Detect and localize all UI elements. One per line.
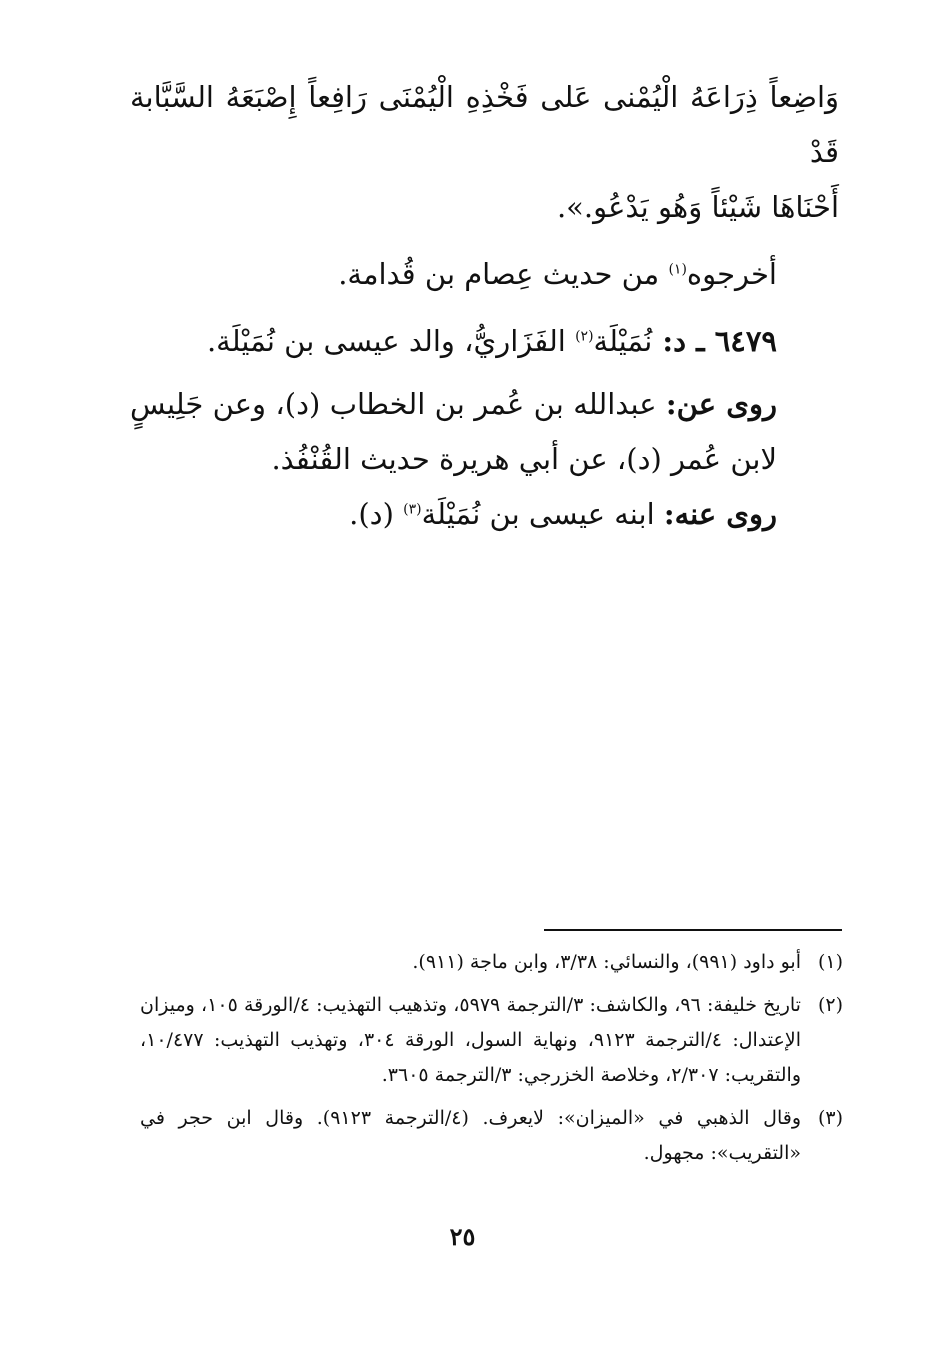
page-number: ٢٥ — [449, 1222, 476, 1251]
footnote-ref-3: (٣) — [403, 501, 422, 518]
footnote-2 — [140, 988, 843, 1093]
rawa-anhu-label: روى عنه: — [663, 497, 777, 531]
rawa-anhu-paragraph — [130, 487, 839, 542]
rawa-an-text: عبدالله بن عُمر بن الخطاب (د)، وعن جَلِيسٍ لابن عُمر (د)، عن أبي هريرة حديث القُنْفُذ. — [130, 387, 777, 476]
rawa-an-paragraph — [130, 377, 839, 487]
footnote-3 — [140, 1101, 843, 1171]
hadith-line-2: أَحْنَاهَا شَيْئاً وَهُو يَدْعُو.». — [556, 190, 839, 224]
takhrij-rest: من حديث عِصام بن قُدامة. — [338, 257, 669, 291]
footnote-number: (٢) — [817, 994, 843, 1016]
footnote-text: أبو داود (٩٩١)، والنسائي: ٣/٣٨، وابن ماجة (٩١١). — [412, 951, 801, 973]
rawa-an-label: روى عن: — [665, 387, 777, 421]
footnotes — [140, 945, 843, 1179]
footnote-ref-2: (٢) — [575, 328, 594, 345]
takhrij-line — [130, 247, 839, 302]
hadith-line-1: وَاضِعاً ذِرَاعَهُ الْيُمْنى عَلى فَخْذِهِ الْيُمْنَى رَافِعاً إِصْبَعَهُ السَّبَّابة قَدْ — [130, 80, 839, 169]
footnote-number: (١) — [817, 951, 843, 973]
footnote-text: وقال الذهبي في «الميزان»: لايعرف. (٤/الترجمة ٩١٢٣). وقال ابن حجر في «التقريب»: مجهول. — [140, 1107, 801, 1164]
footnote-text: تاريخ خليفة: ٩٦، والكاشف: ٣/الترجمة ٥٩٧٩، وتذهيب التهذيب: ٤/الورقة ١٠٥، وميزان الإعتدال: ٤/الترجمة ٩١٢٣، ونهاية السول، الورقة ٣٠٤، وتهذيب التهذيب: ١٠/٤٧٧، والتقريب: ٢/٣٠٧، وخلاصة الخزرجي: ٣/الترجمة ٣٦٠٥. — [140, 994, 801, 1086]
takhrij-text: أخرجوه — [686, 257, 777, 291]
entry-heading — [130, 314, 839, 369]
footnote-1 — [140, 945, 843, 980]
footnote-divider — [544, 929, 842, 931]
entry-rest: الفَزَاريُّ، والد عيسى بن نُمَيْلَة. — [206, 324, 576, 358]
entry-number: ٦٤٧٩ — [714, 324, 777, 358]
footnote-number: (٣) — [817, 1107, 843, 1129]
rawa-anhu-end: (د). — [349, 497, 404, 531]
footnote-ref-1: (١) — [668, 261, 687, 278]
entry-name: نُمَيْلَة — [593, 324, 653, 358]
rawa-anhu-text: ابنه عيسى بن نُمَيْلَة — [421, 497, 664, 531]
main-text — [130, 70, 839, 542]
entry-code: ـ د: — [652, 324, 715, 358]
